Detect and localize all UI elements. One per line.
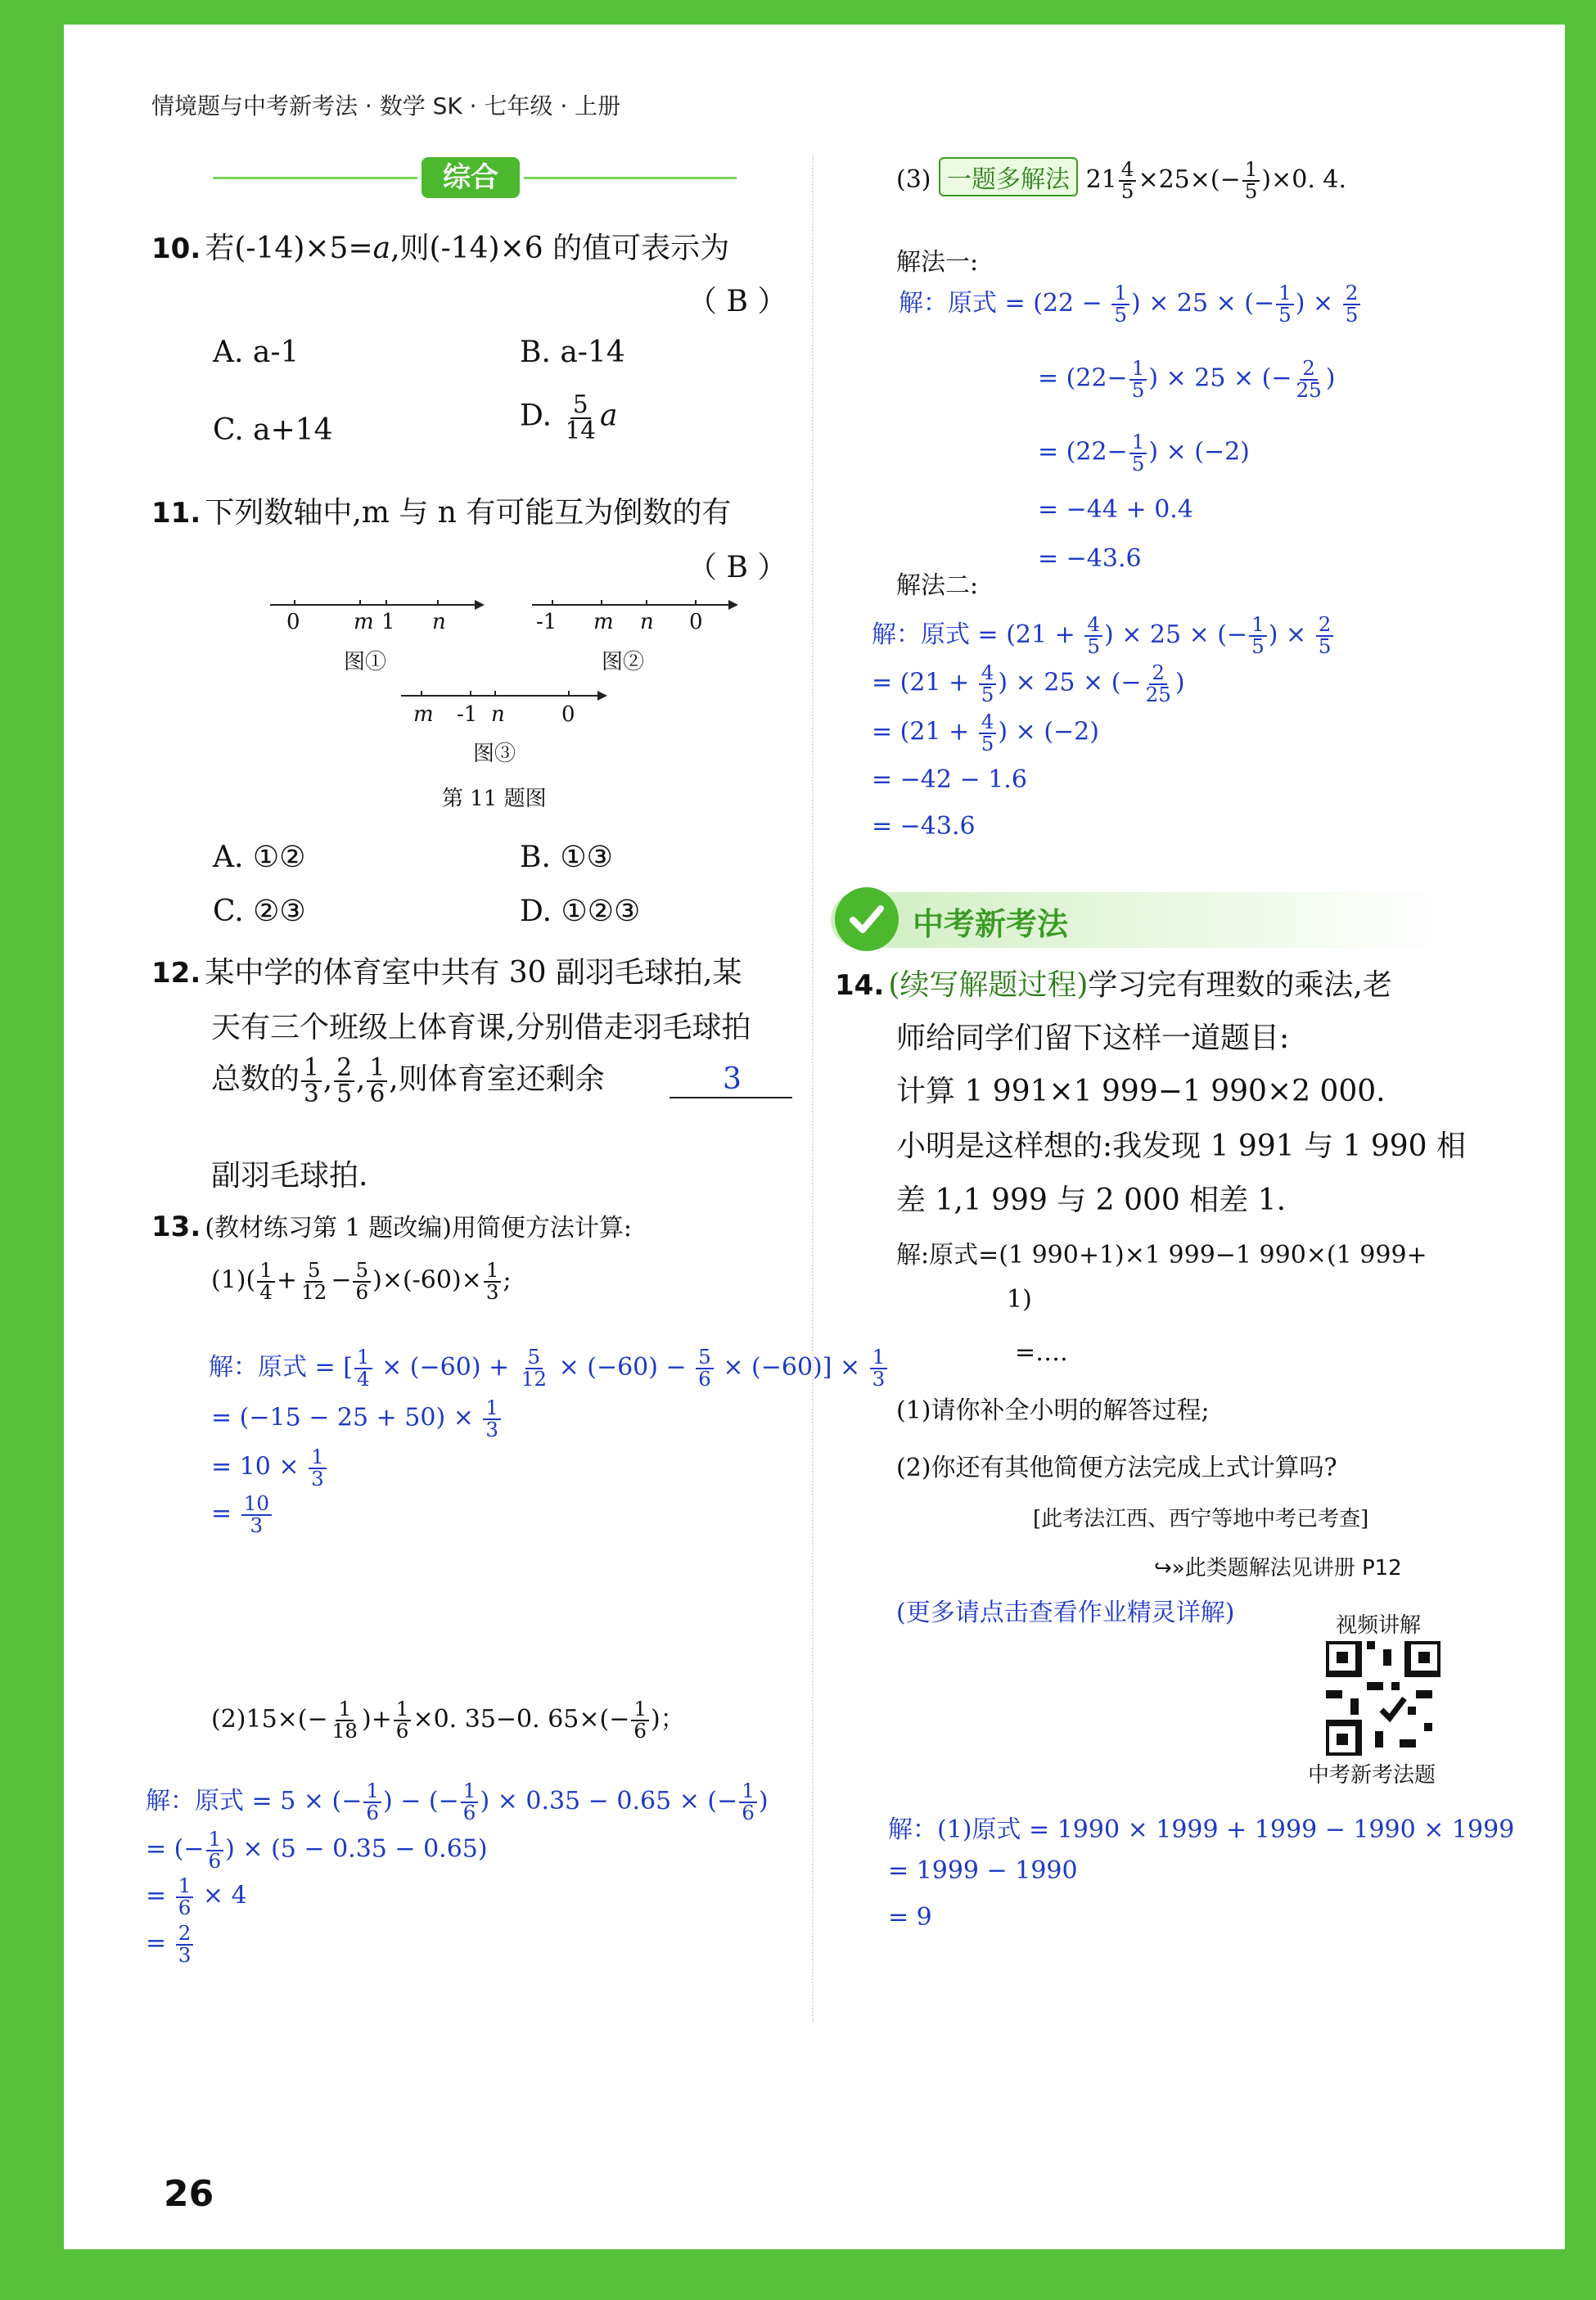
fraction (1111, 283, 1129, 325)
stem-text: 总数的 (211, 1062, 300, 1096)
section-banner-zonghe (213, 157, 737, 198)
numerator: 2 (1149, 663, 1167, 685)
qr-caption: 中考新考法题 (1308, 1763, 1436, 1788)
tick-label: n (491, 702, 505, 727)
solution-2-line-3: = $\frac{1}{6}$ × 4 (146, 1874, 247, 1919)
question-stem-line: 差 1,1 999 与 2 000 相差 1. (896, 1184, 1287, 1217)
figure-caption: 图① (344, 650, 387, 674)
denominator: 3 (872, 1367, 886, 1391)
method-2-line-5: = −43.6 (872, 812, 976, 841)
question-variable: a (372, 232, 391, 265)
method-2-line-4: = −42 − 1.6 (872, 765, 1027, 794)
variable: a (600, 399, 618, 433)
tick-label: m (593, 610, 614, 634)
solution-text: 解：原式 = (22 − (899, 289, 1102, 318)
numerator: 1 (1129, 359, 1147, 381)
checkmark-glyph (846, 899, 887, 940)
fraction (353, 1260, 371, 1302)
tick-label: 0 (689, 610, 703, 634)
solution-text: = (− (146, 1834, 205, 1864)
numerator: 5 (525, 1347, 543, 1369)
numerator: 1 (739, 1781, 757, 1803)
numerator: 2 (1300, 359, 1318, 381)
check-icon (835, 887, 899, 951)
solution-14-line-3: = 9 (888, 1903, 932, 1932)
numerator: 1 (484, 1260, 502, 1283)
fraction (1293, 356, 1323, 402)
solution-2-line-1: 解：原式 = 5 × (− $\frac{1}{6}$ ) − (− $\frac{1}{6}$ ) × 0.35 − 0.65 × (− $\frac{1}{6}$ ) (146, 1779, 769, 1824)
denominator: 5 (1131, 377, 1145, 402)
denominator: 3 (250, 1513, 264, 1537)
numerator: 1 (206, 1829, 224, 1851)
number-line-figures (270, 593, 974, 798)
sub-question-2: (2)你还有其他简便方法完成上式计算吗? (896, 1454, 1337, 1482)
fraction (330, 1699, 360, 1741)
answer-paren: （ B ） (688, 285, 787, 318)
question-stem: 若(-14)×5= (205, 232, 373, 265)
solution-1-line-1: 解：原式 = [ $\frac{1}{4}$ × (−60) + $\frac{5}{12}$ × (−60) − $\frac{5}{6}$ × (−60)] × $\frac{1}{3}$ (209, 1346, 889, 1390)
question-14 (835, 962, 1392, 1003)
method-2-label: 解法二: (896, 571, 979, 600)
green-border-left (0, 0, 64, 2300)
question-10 (151, 225, 729, 267)
denominator: 12 (301, 1279, 327, 1304)
tick-label: m (413, 702, 434, 727)
sub-question-1: (1)请你补全小明的解答过程; (896, 1396, 1210, 1425)
denominator: 6 (208, 1848, 222, 1873)
question-stem-line: 1) (1007, 1285, 1032, 1314)
fraction (483, 1398, 501, 1440)
method-tag: 一题多解法 (939, 157, 1078, 196)
fraction (241, 1491, 272, 1537)
numerator: 5 (570, 393, 591, 419)
method-1-line-2: = (22− $\frac{1}{5}$ ) × 25 × (− $\frac{2}{25}$ ) (1038, 356, 1336, 402)
option-d: D. ①②③ (520, 895, 641, 928)
fraction (334, 1053, 354, 1107)
numerator: 2 (1316, 615, 1334, 637)
denominator: 3 (485, 1417, 499, 1441)
solution-text: 解：原式 = (209, 1353, 336, 1382)
expr-text: ×0. 35−0. 65×(− (413, 1705, 630, 1734)
green-border-right (1565, 0, 1596, 2300)
green-border-bottom (0, 2249, 1596, 2300)
answer-paren: （ B ） (688, 551, 787, 584)
numerator: 4 (1119, 160, 1137, 182)
solution-text: = (146, 1928, 167, 1958)
tick-label: m (354, 610, 374, 634)
answer-value: 3 (723, 1062, 742, 1096)
numerator: 1 (301, 1056, 322, 1082)
question-stem: 下列数轴中,m 与 n 有可能互为倒数的有 (205, 496, 732, 530)
question-number: 13. (151, 1211, 201, 1243)
number-line-1 (270, 600, 485, 610)
answer-blank (670, 1097, 792, 1098)
question-stem: (教材练习第 1 题改编)用简便方法计算: (205, 1214, 633, 1242)
fraction (257, 1260, 275, 1302)
fraction (562, 390, 598, 444)
tick-label: 1 (381, 610, 395, 634)
denominator: 6 (462, 1801, 476, 1824)
solution-2-line-2 (146, 1829, 488, 1871)
denominator: 6 (742, 1801, 755, 1824)
fraction (1084, 612, 1102, 658)
fraction (1249, 612, 1267, 658)
numerator: 1 (870, 1347, 888, 1369)
numerator: 2 (176, 1923, 194, 1946)
method-1-line-4: = −44 + 0.4 (1038, 495, 1193, 524)
tick-label: n (432, 610, 446, 634)
solution-text: = (211, 1499, 232, 1528)
figure-caption: 图② (602, 650, 645, 674)
numerator: 1 (1111, 283, 1129, 305)
numerator: 4 (1084, 615, 1102, 637)
solution-text: = 10 × (211, 1452, 300, 1481)
question-stem-line: 小明是这样想的:我发现 1 991 与 1 990 相 (896, 1130, 1467, 1163)
question-stem-line: 总数的 $\frac{1}{3}$ , $\frac{2}{5}$ , $\frac{1}{6}$ ,则体育室还剩余 (211, 1053, 605, 1107)
fraction (363, 1781, 381, 1823)
denominator: 3 (311, 1466, 324, 1490)
method-1-line-1: 解：原式 = (22 − $\frac{1}{5}$ ) × 25 × (− $\frac{1}{5}$ ) × $\frac{2}{5}$ (899, 282, 1362, 326)
denominator: 3 (485, 1279, 499, 1304)
fraction (1119, 157, 1137, 203)
numerator: 1 (367, 1056, 387, 1082)
tick-label: -1 (536, 610, 557, 634)
expr-text: 15×(− (246, 1705, 328, 1734)
section-title-zonghe: 综合 (422, 157, 520, 198)
question-11 (151, 489, 731, 531)
numerator: 2 (1343, 283, 1361, 305)
number-line-3 (401, 691, 607, 701)
expr-text: ×(-60)× (381, 1265, 482, 1295)
option-a: A. ①② (213, 841, 306, 874)
numerator: 4 (979, 712, 997, 734)
section-title-gaokao: 中考新考法 (913, 906, 1069, 942)
tick-label: 0 (286, 610, 300, 634)
denominator: 6 (355, 1279, 369, 1304)
fraction (176, 1876, 194, 1918)
numerator: 1 (631, 1699, 649, 1721)
method-1-line-3: = (22− $\frac{1}{5}$ ) × (−2) (1038, 430, 1250, 476)
fraction (519, 1347, 549, 1389)
fraction (1242, 157, 1260, 203)
solution-1-line-2 (211, 1398, 503, 1440)
option-d (520, 390, 618, 444)
number-line-2 (532, 600, 738, 610)
part-3-expression: (3) 一题多解法 21 $\frac{4}{5}$ ×25×(− $\frac{1}{5}$ )×0. 4. (896, 157, 1347, 203)
page-number: 26 (164, 2173, 214, 2215)
question-stem-line: 师给同学们留下这样一道题目: (896, 1021, 1290, 1055)
reference-link[interactable]: ↪»此类题解法见讲册 P12 (1154, 1556, 1402, 1581)
solution-text: 解：原式 = (21 + (872, 620, 1075, 649)
solution-14-line-2: = 1999 − 1990 (888, 1856, 1078, 1885)
method-1-line-5: = −43.6 (1038, 544, 1142, 573)
denominator: 6 (369, 1080, 385, 1107)
denominator: 12 (521, 1367, 548, 1391)
part-label: (1) (211, 1265, 246, 1295)
expr-text: )+ (361, 1705, 392, 1734)
question-number: 10. (151, 232, 201, 265)
fraction (301, 1053, 322, 1107)
part-1-expression: (1)( $\frac{1}{4}$ + $\frac{5}{12}$ − $\frac{5}{6}$ )×(-60)× $\frac{1}{3}$ ; (211, 1258, 512, 1304)
banner-line-left (213, 177, 417, 179)
denominator: 18 (331, 1719, 358, 1743)
fraction (484, 1260, 502, 1302)
denominator: 6 (698, 1367, 711, 1391)
denominator: 3 (304, 1080, 319, 1107)
numerator: 1 (257, 1260, 275, 1283)
tick-label: 0 (561, 702, 575, 727)
denominator: 5 (1114, 303, 1127, 327)
fraction (1129, 356, 1147, 402)
solution-text: ) × (5 − 0.35 − 0.65) (225, 1834, 488, 1864)
fraction (206, 1829, 224, 1871)
numerator: 5 (696, 1347, 714, 1369)
qr-code-icon[interactable] (1326, 1641, 1440, 1756)
solution-text: × 4 (202, 1881, 247, 1910)
question-stem-line: 天有三个班级上体育课,分别借走羽毛球拍 (211, 1011, 751, 1044)
option-b: B. a-14 (520, 336, 625, 369)
video-label: 视频讲解 (1336, 1613, 1422, 1638)
stem-text: ,则体育室还剩余 (389, 1062, 605, 1096)
numerator: 2 (334, 1056, 354, 1082)
question-number: 11. (151, 497, 201, 530)
question-stem: ,则(-14)×6 的值可表示为 (390, 232, 730, 265)
fraction (696, 1347, 714, 1389)
denominator: 6 (366, 1801, 380, 1824)
numerator: 4 (979, 663, 997, 685)
fraction (870, 1347, 888, 1389)
option-label: D. (520, 399, 552, 433)
numerator: 1 (1242, 160, 1260, 182)
solution-text: = (−15 − 25 + 50) × (211, 1403, 474, 1432)
fraction (309, 1447, 327, 1489)
fraction (1129, 432, 1147, 474)
denominator: 5 (1278, 303, 1292, 327)
denominator: 5 (1318, 634, 1332, 658)
running-header: 情境题与中考新考法 · 数学 SK · 七年级 · 上册 (151, 92, 621, 120)
numerator: 5 (353, 1260, 371, 1283)
solution-text: 解：原式 = 5 × (− (146, 1787, 363, 1815)
fraction (1316, 612, 1334, 658)
question-stem-line: 计算 1 991×1 999−1 990×2 000. (896, 1075, 1386, 1108)
exam-note: [此考法江西、西宁等地中考已考查] (1033, 1507, 1369, 1531)
fraction (394, 1699, 412, 1741)
option-a: A. a-1 (213, 336, 300, 369)
fraction (979, 663, 997, 705)
fraction (354, 1347, 372, 1389)
fraction (176, 1923, 194, 1965)
fraction (1343, 283, 1361, 325)
numerator: 1 (309, 1447, 327, 1469)
fraction (1143, 663, 1174, 705)
denominator: 5 (981, 682, 994, 706)
fraction (299, 1260, 329, 1302)
numerator: 5 (305, 1260, 323, 1283)
denominator: 5 (336, 1080, 353, 1107)
question-stem-line: 解:原式=(1 990+1)×1 999−1 990×(1 999+ (896, 1241, 1427, 1270)
numerator: 1 (363, 1781, 381, 1803)
more-details-link[interactable]: (更多请点击查看作业精灵详解) (896, 1599, 1235, 1627)
part-label: (3) (896, 165, 931, 194)
numerator: 1 (176, 1876, 194, 1898)
question-stem-line: =…. (1015, 1338, 1068, 1367)
figure-caption-main: 第 11 题图 (442, 787, 547, 811)
denominator: 4 (356, 1367, 370, 1391)
tick-label: n (640, 610, 654, 634)
numerator: 1 (1276, 283, 1294, 305)
denominator: 5 (1251, 634, 1265, 658)
question-12 (151, 949, 742, 991)
part-label: (2) (211, 1705, 246, 1734)
fraction (1276, 283, 1294, 325)
fraction (979, 712, 997, 754)
numerator: 10 (241, 1494, 272, 1516)
expr-text: 21 (1085, 165, 1117, 194)
denominator: 3 (178, 1942, 192, 1967)
column-divider (812, 156, 814, 2022)
denominator: 6 (633, 1719, 647, 1743)
denominator: 25 (1145, 682, 1171, 706)
numerator: 1 (336, 1699, 354, 1721)
denominator: 6 (178, 1895, 192, 1919)
method-2-line-2: = (21 + $\frac{4}{5}$ ) × 25 × (− $\frac{2}{25}$ ) (872, 661, 1185, 706)
question-number: 12. (151, 957, 201, 990)
question-stem-line: 副羽毛球拍. (211, 1159, 368, 1193)
denominator: 4 (259, 1279, 273, 1304)
denominator: 5 (1087, 634, 1100, 658)
solution-1-line-4 (211, 1491, 273, 1537)
fraction (367, 1053, 387, 1107)
fraction (631, 1699, 649, 1741)
question-13 (151, 1207, 632, 1243)
fraction (739, 1781, 757, 1823)
numerator: 1 (1249, 615, 1267, 637)
denominator: 5 (1120, 179, 1134, 203)
question-tag: (续写解题过程) (888, 968, 1089, 1002)
tick-label: -1 (457, 702, 478, 727)
option-c: C. ②③ (213, 895, 306, 928)
denominator: 5 (1244, 179, 1258, 203)
figure-caption: 图③ (473, 742, 516, 766)
denominator: 6 (395, 1719, 409, 1743)
denominator: 25 (1296, 377, 1322, 402)
question-stem: 学习完有理数的乘法,老 (1088, 968, 1392, 1002)
option-c: C. a+14 (213, 413, 333, 447)
option-b: B. ①③ (520, 841, 613, 874)
numerator: 1 (461, 1781, 479, 1803)
denominator: 14 (565, 416, 597, 444)
numerator: 1 (394, 1699, 412, 1721)
method-2-line-3: = (21 + $\frac{4}{5}$ ) × (−2) (872, 710, 1099, 755)
question-stem: 某中学的体育室中共有 30 副羽毛球拍,某 (205, 956, 742, 990)
question-number: 14. (835, 969, 885, 1002)
numerator: 1 (483, 1398, 501, 1420)
denominator: 5 (1345, 303, 1359, 327)
expr-text: )； (651, 1705, 685, 1734)
banner-line-right (524, 177, 737, 179)
numerator: 1 (354, 1347, 372, 1369)
solution-1-line-3 (211, 1447, 328, 1489)
part-2-expression (211, 1698, 685, 1742)
denominator: 5 (1131, 451, 1145, 476)
method-1-label: 解法一: (896, 248, 979, 277)
denominator: 5 (981, 731, 994, 755)
numerator: 1 (1129, 432, 1147, 454)
solution-14-line-1: 解：(1)原式 = 1990 × 1999 + 1999 − 1990 × 1999 (888, 1815, 1515, 1844)
fraction (461, 1781, 479, 1823)
green-border-top (0, 0, 1596, 25)
method-2-line-1: 解：原式 = (21 + $\frac{4}{5}$ ) × 25 × (− $\frac{1}{5}$ ) × $\frac{2}{5}$ (872, 614, 1335, 657)
solution-2-line-4 (146, 1923, 195, 1965)
